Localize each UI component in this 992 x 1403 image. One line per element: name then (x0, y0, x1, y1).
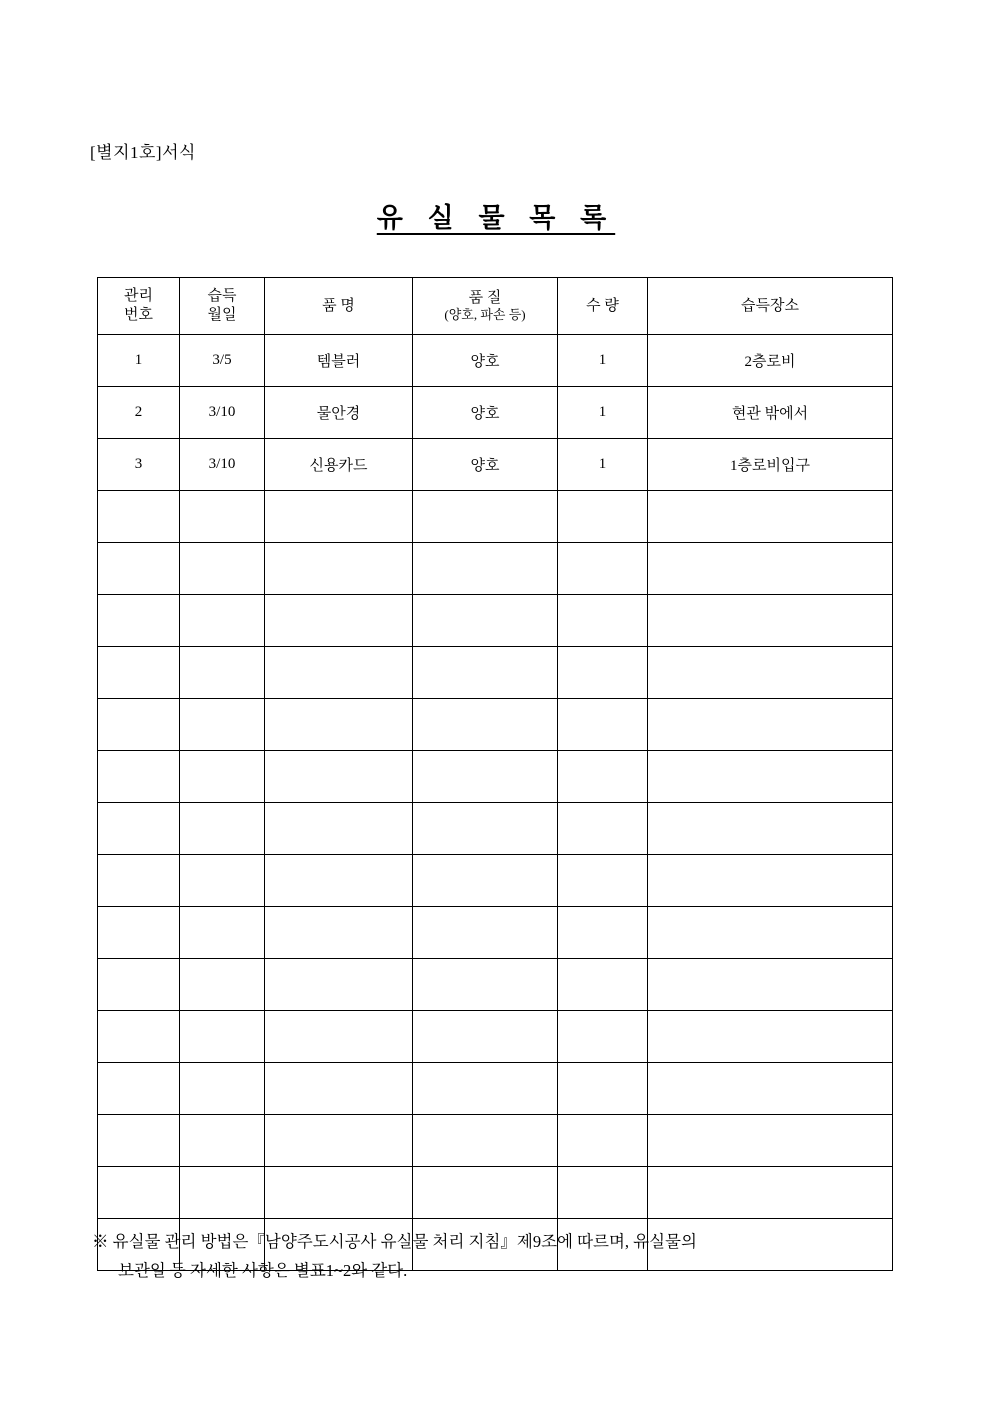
table-header (98, 278, 893, 335)
cell-no[interactable] (98, 855, 180, 907)
cell-qty[interactable] (558, 1011, 648, 1063)
cell-item[interactable] (265, 595, 413, 647)
cell-no[interactable] (98, 959, 180, 1011)
column-header-quality-line1: 품 질 (468, 289, 502, 306)
cell-quality[interactable] (413, 803, 558, 855)
column-header-no-line2: 번호 (124, 307, 153, 323)
cell-item[interactable] (265, 855, 413, 907)
table-row (98, 907, 893, 959)
cell-quality[interactable]: 양호 (413, 439, 558, 491)
table-row (98, 855, 893, 907)
cell-place[interactable] (648, 543, 893, 595)
cell-no[interactable] (98, 699, 180, 751)
cell-place[interactable] (648, 1115, 893, 1167)
cell-date[interactable] (180, 595, 265, 647)
table-row (98, 491, 893, 543)
cell-date[interactable] (180, 855, 265, 907)
form-number-label: [별지1호]서식 (90, 143, 196, 162)
cell-qty[interactable] (558, 699, 648, 751)
cell-qty[interactable]: 1 (558, 439, 648, 491)
cell-quality[interactable] (413, 543, 558, 595)
page-title: 유 실 물 목 록 (376, 203, 616, 233)
cell-date[interactable] (180, 803, 265, 855)
column-header-no (98, 278, 180, 335)
cell-quality[interactable] (413, 647, 558, 699)
cell-quality[interactable] (413, 1115, 558, 1167)
table-row (98, 647, 893, 699)
cell-qty[interactable] (558, 803, 648, 855)
cell-no[interactable] (98, 1011, 180, 1063)
column-header-item: 품 명 (265, 278, 413, 335)
cell-date[interactable] (180, 543, 265, 595)
cell-quality[interactable] (413, 959, 558, 1011)
cell-place[interactable] (648, 647, 893, 699)
column-header-place: 습득장소 (648, 278, 893, 335)
cell-quality[interactable] (413, 907, 558, 959)
cell-quality[interactable]: 양호 (413, 335, 558, 387)
cell-date[interactable] (180, 959, 265, 1011)
cell-item[interactable] (265, 959, 413, 1011)
footnote-line2: 보관일 등 자세한 사항은 별표1~2와 같다. (118, 1260, 408, 1280)
table-row (98, 387, 893, 439)
cell-qty[interactable] (558, 543, 648, 595)
cell-date[interactable] (180, 699, 265, 751)
cell-no[interactable] (98, 803, 180, 855)
cell-item[interactable]: 템블러 (265, 335, 413, 387)
cell-place[interactable] (648, 803, 893, 855)
cell-qty[interactable] (558, 595, 648, 647)
cell-qty[interactable] (558, 907, 648, 959)
table-header-row (98, 278, 893, 335)
cell-place[interactable] (648, 907, 893, 959)
cell-quality[interactable] (413, 699, 558, 751)
cell-item[interactable] (265, 1063, 413, 1115)
cell-item[interactable] (265, 1167, 413, 1219)
column-header-date-line2: 월일 (207, 307, 237, 323)
cell-item[interactable] (265, 803, 413, 855)
column-header-no-line1: 관리 (124, 288, 153, 305)
cell-qty[interactable]: 1 (558, 387, 648, 439)
table-row (98, 959, 893, 1011)
table-row (98, 751, 893, 803)
cell-place[interactable]: 현관 밖에서 (648, 387, 893, 439)
footnote-line1: ※ 유실물 관리 방법은『남양주도시공사 유실물 처리 지침』제9조에 따르며, 유실물의 (92, 1232, 697, 1251)
cell-qty[interactable] (558, 1167, 648, 1219)
cell-place[interactable]: 1층로비입구 (648, 439, 893, 491)
table-row (98, 1011, 893, 1063)
cell-quality[interactable]: 양호 (413, 387, 558, 439)
cell-no[interactable] (98, 543, 180, 595)
cell-date[interactable] (180, 1011, 265, 1063)
cell-item[interactable] (265, 647, 413, 699)
cell-date[interactable]: 3/10 (180, 387, 265, 439)
cell-place[interactable] (648, 595, 893, 647)
cell-no[interactable] (98, 647, 180, 699)
cell-place[interactable] (648, 855, 893, 907)
table-row (98, 335, 893, 387)
cell-no[interactable] (98, 491, 180, 543)
cell-place[interactable] (648, 491, 893, 543)
cell-qty[interactable] (558, 491, 648, 543)
cell-date[interactable] (180, 751, 265, 803)
table-row (98, 595, 893, 647)
table-row (98, 699, 893, 751)
cell-place[interactable] (648, 1063, 893, 1115)
cell-quality[interactable] (413, 855, 558, 907)
cell-item[interactable] (265, 1115, 413, 1167)
cell-no[interactable]: 1 (98, 335, 180, 387)
cell-item[interactable] (265, 699, 413, 751)
cell-no[interactable] (98, 1167, 180, 1219)
column-header-date-line1: 습득 (207, 288, 237, 305)
cell-no[interactable]: 2 (98, 387, 180, 439)
cell-date[interactable] (180, 1063, 265, 1115)
cell-quality[interactable] (413, 491, 558, 543)
cell-quality[interactable] (413, 1167, 558, 1219)
cell-qty[interactable] (558, 1115, 648, 1167)
cell-qty[interactable] (558, 647, 648, 699)
cell-item[interactable]: 물안경 (265, 387, 413, 439)
cell-place[interactable]: 2층로비 (648, 335, 893, 387)
cell-date[interactable] (180, 647, 265, 699)
cell-item[interactable] (265, 907, 413, 959)
table-row (98, 1063, 893, 1115)
cell-item[interactable] (265, 543, 413, 595)
cell-qty[interactable] (558, 1063, 648, 1115)
cell-place[interactable] (648, 959, 893, 1011)
cell-date[interactable]: 3/10 (180, 439, 265, 491)
cell-no[interactable] (98, 751, 180, 803)
cell-no[interactable] (98, 1063, 180, 1115)
cell-place[interactable] (648, 1011, 893, 1063)
cell-item[interactable] (265, 751, 413, 803)
column-header-date (180, 278, 265, 335)
cell-date[interactable] (180, 1115, 265, 1167)
footnote (92, 1228, 902, 1286)
table-row (98, 543, 893, 595)
table-row (98, 439, 893, 491)
cell-no[interactable] (98, 1115, 180, 1167)
cell-qty[interactable] (558, 855, 648, 907)
cell-place[interactable] (648, 699, 893, 751)
cell-date[interactable] (180, 491, 265, 543)
cell-qty[interactable]: 1 (558, 335, 648, 387)
cell-date[interactable] (180, 1167, 265, 1219)
cell-place[interactable] (648, 751, 893, 803)
cell-quality[interactable] (413, 1011, 558, 1063)
cell-date[interactable] (180, 907, 265, 959)
table-row (98, 1167, 893, 1219)
cell-item[interactable] (265, 1011, 413, 1063)
cell-date[interactable]: 3/5 (180, 335, 265, 387)
lost-items-table (97, 277, 893, 1271)
table-body (98, 335, 893, 1271)
cell-item[interactable]: 신용카드 (265, 439, 413, 491)
cell-quality[interactable] (413, 751, 558, 803)
cell-no[interactable] (98, 907, 180, 959)
cell-quality[interactable] (413, 595, 558, 647)
cell-place[interactable] (648, 1167, 893, 1219)
table-row (98, 803, 893, 855)
cell-no[interactable]: 3 (98, 439, 180, 491)
cell-item[interactable] (265, 491, 413, 543)
column-header-quality (413, 278, 558, 335)
table-row (98, 1115, 893, 1167)
cell-qty[interactable] (558, 751, 648, 803)
column-header-quality-line2: (양호, 파손 등) (444, 307, 526, 323)
cell-qty[interactable] (558, 959, 648, 1011)
cell-quality[interactable] (413, 1063, 558, 1115)
cell-no[interactable] (98, 595, 180, 647)
column-header-qty: 수 량 (558, 278, 648, 335)
